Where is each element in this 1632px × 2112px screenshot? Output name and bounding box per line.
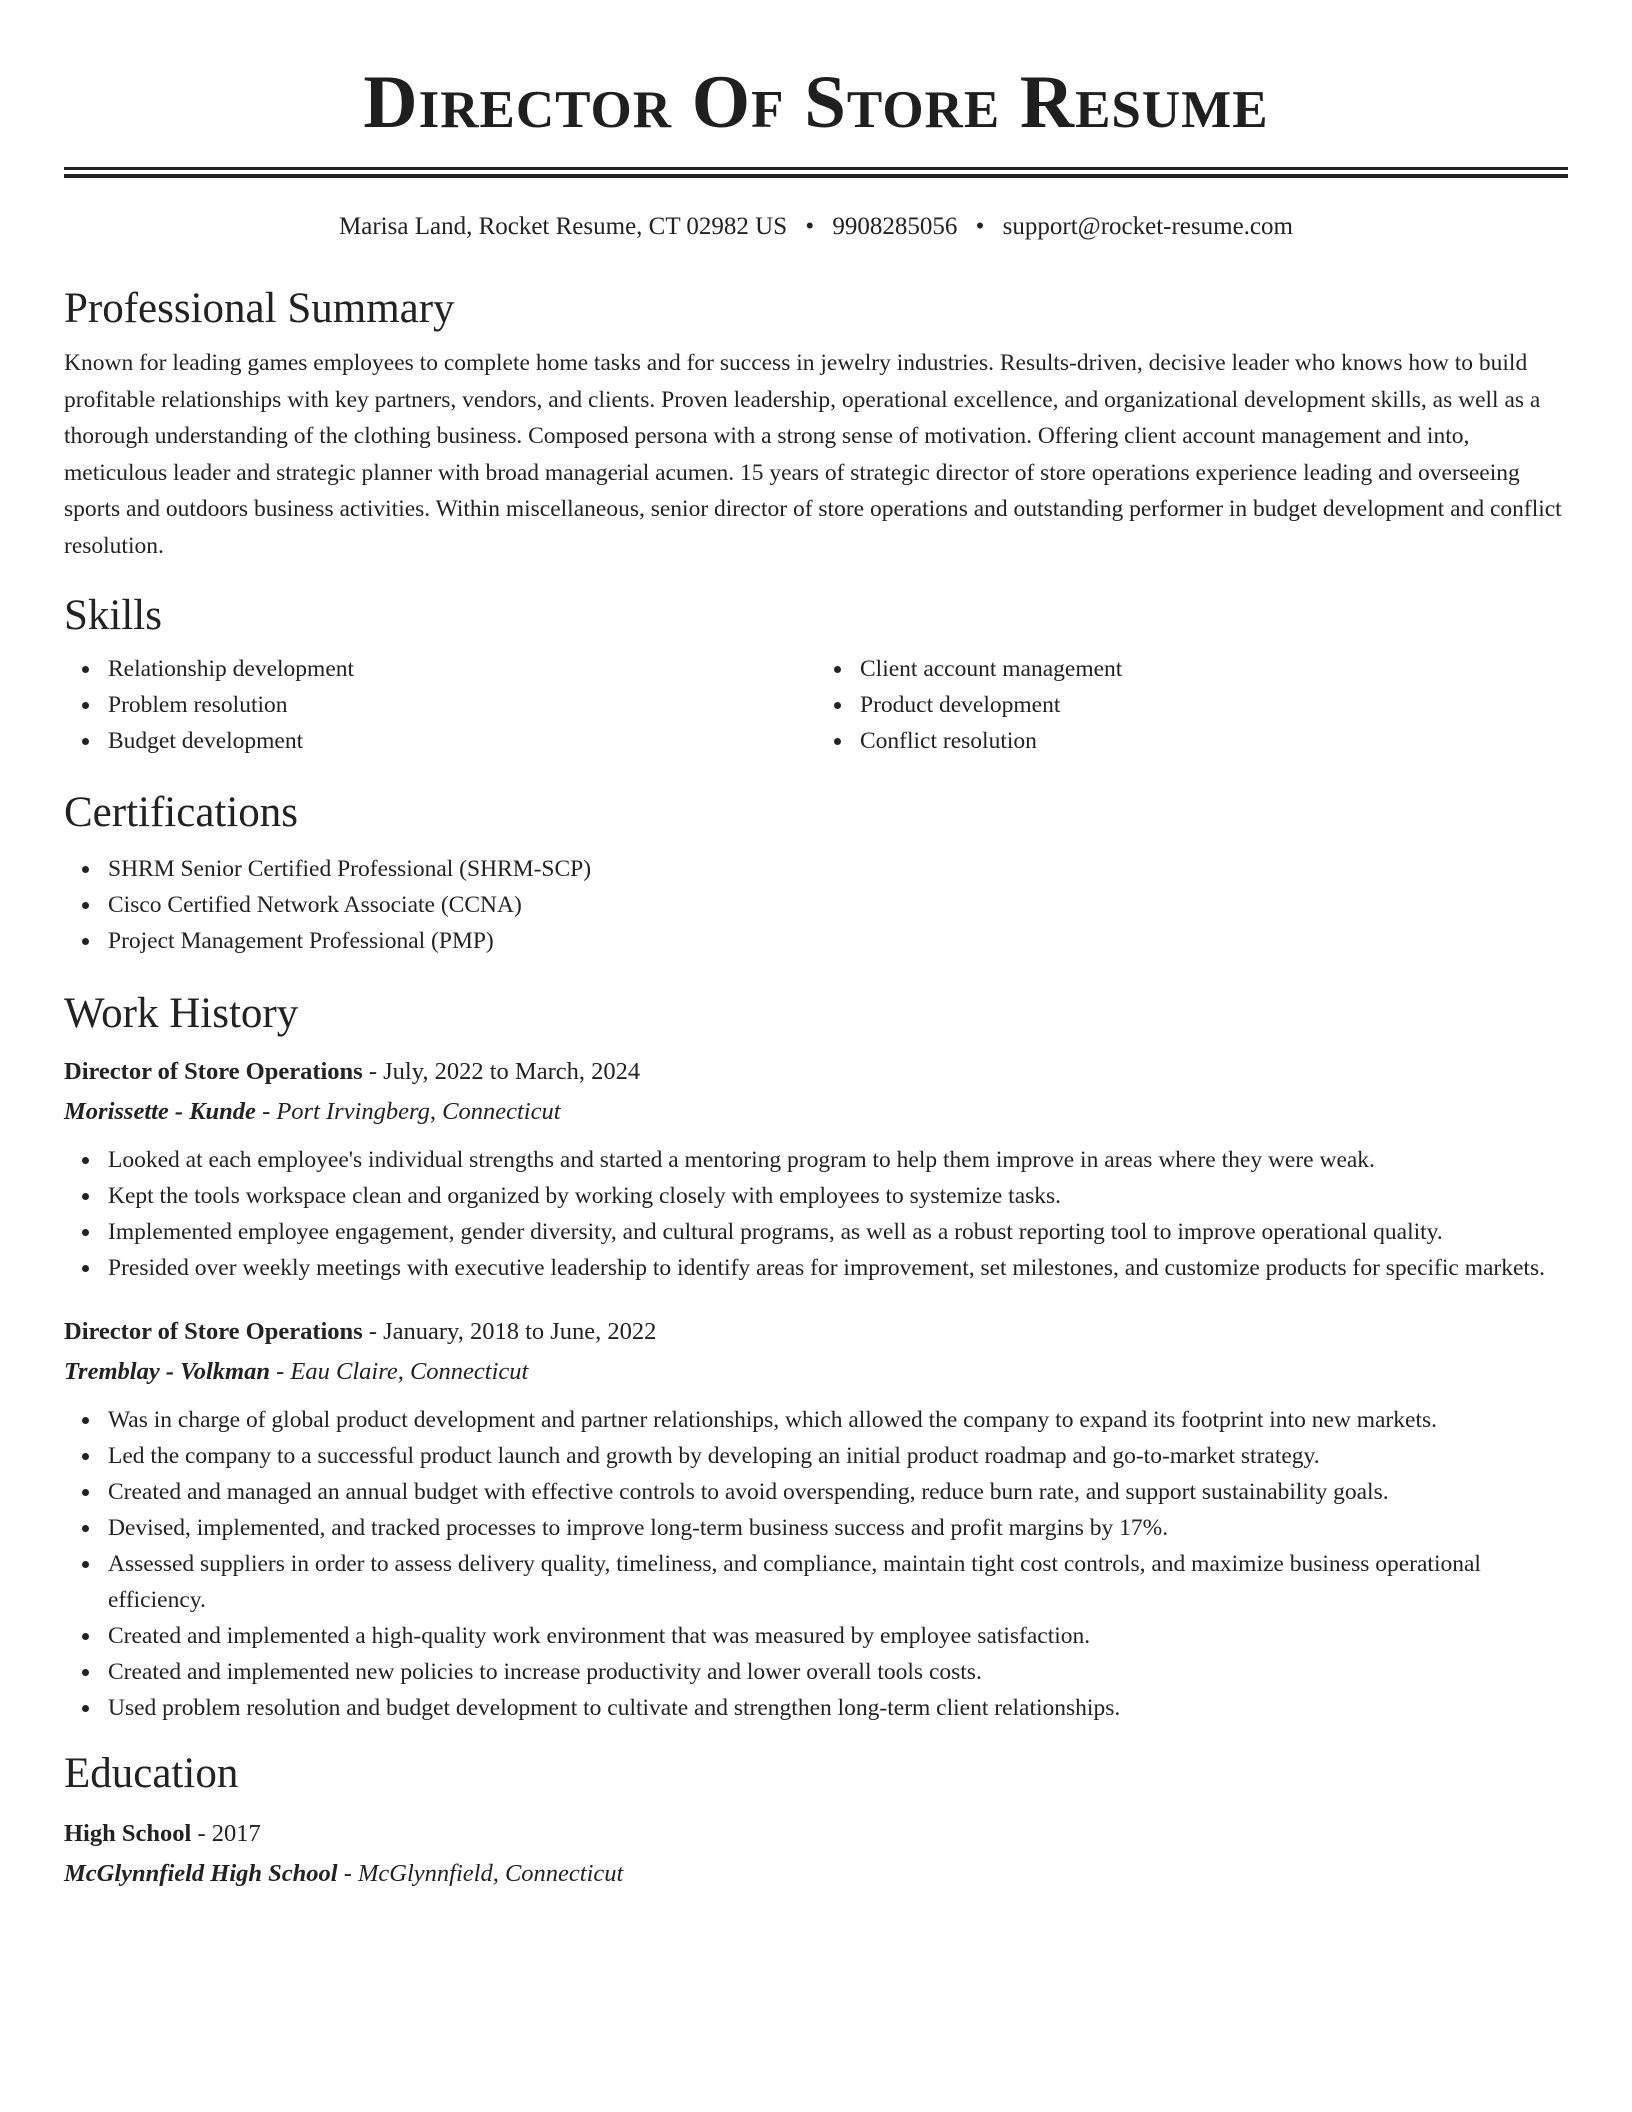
contact-separator: • [805, 213, 815, 240]
contact-line [64, 211, 1568, 243]
education-location: - McGlynnfield, Connecticut [337, 1860, 624, 1887]
contact-email: support@rocket-resume.com [1002, 213, 1293, 240]
certification-item: Project Management Professional (PMP) [108, 923, 1568, 959]
certification-item: SHRM Senior Certified Professional (SHRM-SCP) [108, 851, 1568, 887]
job-bullet: Created and implemented new policies to increase productivity and lower overall tools costs. [108, 1654, 1568, 1690]
skill-item: Client account management [860, 651, 1568, 687]
skill-item: Product development [860, 687, 1568, 723]
job-dates: - January, 2018 to June, 2022 [362, 1318, 657, 1345]
skills-list-right [816, 651, 1568, 759]
skill-item: Conflict resolution [860, 723, 1568, 759]
education-school-line [64, 1854, 1568, 1894]
education-school: McGlynnfield High School [64, 1860, 338, 1887]
job-dates: - July, 2022 to March, 2024 [362, 1058, 641, 1085]
job-location: - Port Irvingberg, Connecticut [255, 1098, 561, 1125]
skills-heading: Skills [64, 592, 162, 639]
job-bullet: Created and managed an annual budget with effective controls to avoid overspending, reduce burn rate, and support sustainability goals. [108, 1474, 1568, 1510]
job-bullet: Looked at each employee's individual strengths and started a mentoring program to help them improve in areas where they were weak. [108, 1142, 1568, 1178]
education-year: - 2017 [191, 1820, 261, 1847]
job-title: Director of Store Operations [64, 1058, 363, 1085]
skill-item: Problem resolution [108, 687, 816, 723]
education-heading: Education [64, 1750, 239, 1797]
job-company-line [64, 1352, 1568, 1392]
certifications-heading: Certifications [64, 789, 299, 836]
job-title-line [64, 1312, 1568, 1352]
skill-item: Budget development [108, 723, 816, 759]
job-bullets [64, 1142, 1568, 1286]
job-company: Morissette - Kunde [64, 1098, 256, 1125]
job-bullet: Implemented employee engagement, gender diversity, and cultural programs, as well as a robust reporting tool to improve operational quality. [108, 1214, 1568, 1250]
job-location: - Eau Claire, Connecticut [269, 1358, 529, 1385]
title-divider [64, 167, 1568, 178]
job-bullet: Led the company to a successful product launch and growth by developing an initial product roadmap and go-to-market strategy. [108, 1438, 1568, 1474]
contact-separator: • [975, 213, 985, 240]
job-bullets [64, 1402, 1568, 1726]
resume-title: Director Of Store Resume [363, 61, 1269, 144]
work-history-heading: Work History [64, 990, 299, 1037]
skills-list-left [64, 651, 816, 759]
job-entry [64, 1312, 1568, 1726]
contact-phone: 9908285056 [832, 213, 958, 240]
job-bullet: Devised, implemented, and tracked processes to improve long-term business success and profit margins by 17%. [108, 1510, 1568, 1546]
job-entry [64, 1052, 1568, 1286]
job-bullet: Used problem resolution and budget development to cultivate and strengthen long-term client relationships. [108, 1690, 1568, 1726]
job-title-line [64, 1052, 1568, 1092]
skills-grid [64, 651, 1568, 759]
job-bullet: Presided over weekly meetings with executive leadership to identify areas for improvement, set milestones, and customize products for specific markets. [108, 1250, 1568, 1286]
contact-address: Marisa Land, Rocket Resume, CT 02982 US [339, 213, 788, 240]
job-bullet: Created and implemented a high-quality work environment that was measured by employee satisfaction. [108, 1618, 1568, 1654]
certification-item: Cisco Certified Network Associate (CCNA) [108, 887, 1568, 923]
job-bullet: Kept the tools workspace clean and organized by working closely with employees to systemize tasks. [108, 1178, 1568, 1214]
summary-text: Known for leading games employees to complete home tasks and for success in jewelry industries. Results-driven, decisive leader who knows how to build profitable relationships with key partners, vendors, and clients. Proven leadership, operational excellence, and organizational development skills, as well as a thorough understanding of the clothing business. Composed persona with a strong sense of motivation. Offering client account management and into, meticulous leader and strategic planner with broad managerial acumen. 15 years of strategic director of store operations experience leading and overseeing sports and outdoors business activities. Within miscellaneous, senior director of store operations and outstanding performer in budget development and conflict resolution. [64, 350, 1562, 559]
job-company-line [64, 1092, 1568, 1132]
summary-heading: Professional Summary [64, 285, 455, 332]
education-degree-line [64, 1814, 1568, 1854]
education-degree: High School [64, 1820, 192, 1847]
job-bullet: Assessed suppliers in order to assess delivery quality, timeliness, and compliance, maintain tight cost controls, and maximize business operational efficiency. [108, 1546, 1568, 1618]
job-title: Director of Store Operations [64, 1318, 363, 1345]
skill-item: Relationship development [108, 651, 816, 687]
job-company: Tremblay - Volkman [64, 1358, 270, 1385]
job-bullet: Was in charge of global product development and partner relationships, which allowed the company to expand its footprint into new markets. [108, 1402, 1568, 1438]
certifications-list [64, 851, 1568, 959]
